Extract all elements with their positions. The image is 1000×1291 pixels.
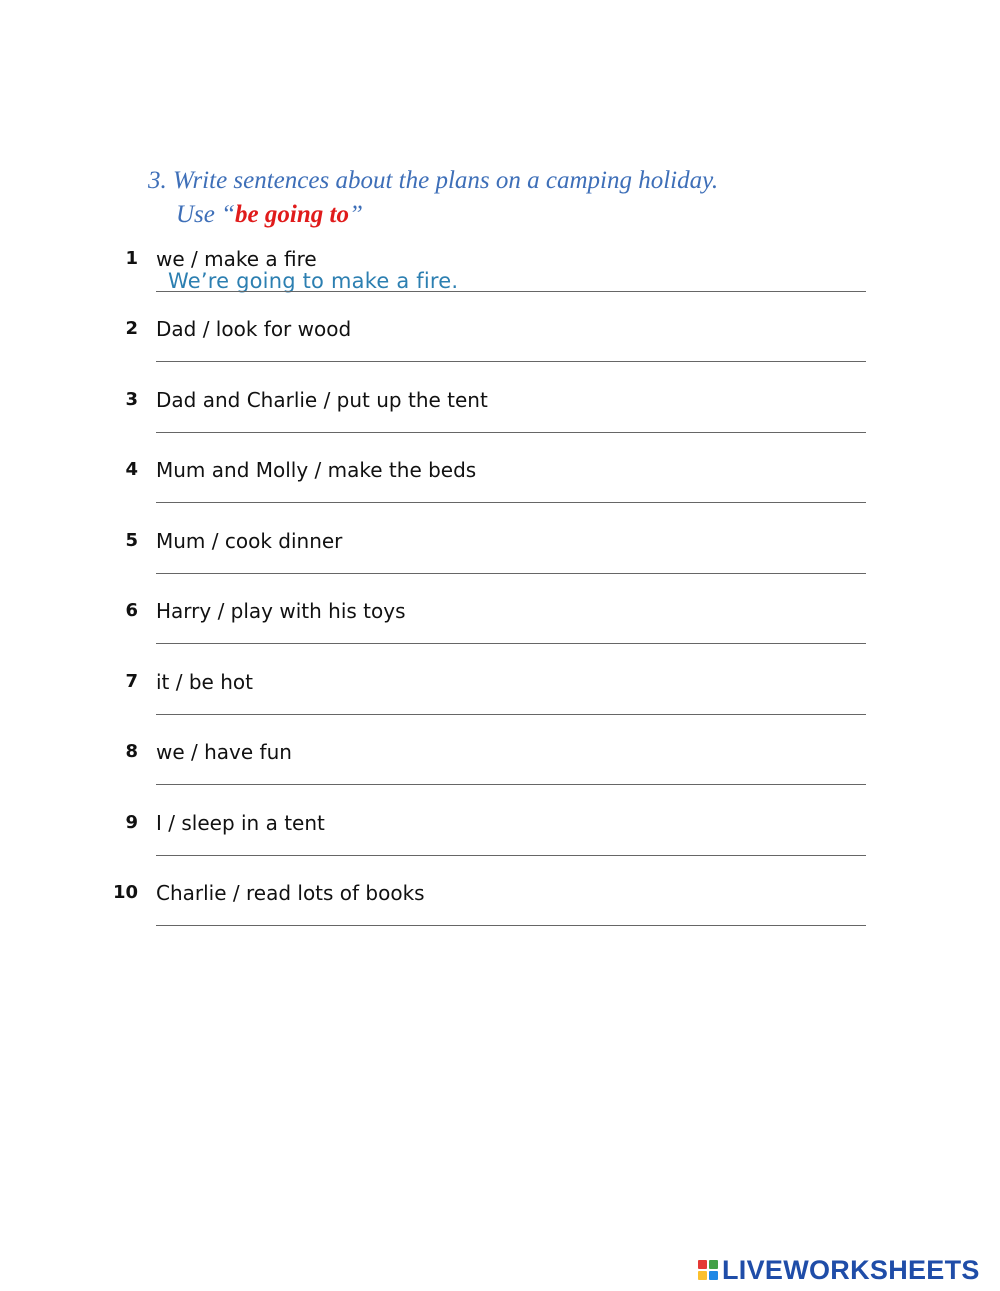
item-number: 3 — [125, 389, 138, 410]
answer-field[interactable] — [156, 925, 866, 926]
answer-field[interactable] — [156, 714, 866, 715]
instruction-keyword: be going to — [235, 201, 349, 228]
answer-field[interactable] — [156, 502, 866, 503]
exercise-item — [100, 738, 870, 808]
item-number: 5 — [125, 530, 138, 551]
exercise-item — [100, 879, 870, 949]
item-number: 6 — [125, 600, 138, 621]
item-prompt: Mum / cook dinner — [156, 529, 343, 553]
answer-field[interactable] — [156, 643, 866, 644]
answer-field[interactable] — [156, 784, 866, 785]
answer-field[interactable] — [156, 855, 866, 856]
exercise-item — [100, 386, 870, 456]
instruction-line-1: 3. Write sentences about the plans on a camping holiday. — [148, 167, 719, 194]
answer-field[interactable] — [156, 291, 866, 292]
item-number: 1 — [125, 248, 138, 269]
item-number: 2 — [125, 318, 138, 339]
item-prompt: I / sleep in a tent — [156, 811, 325, 835]
exercise-item — [100, 597, 870, 667]
exercise-item — [100, 456, 870, 526]
item-prompt: Dad and Charlie / put up the tent — [156, 388, 488, 412]
item-prompt: Harry / play with his toys — [156, 599, 406, 623]
item-number: 8 — [125, 741, 138, 762]
item-number: 7 — [125, 671, 138, 692]
item-number: 4 — [125, 459, 138, 480]
exercise-item — [100, 245, 870, 315]
item-number: 9 — [125, 812, 138, 833]
liveworksheets-logo-icon — [698, 1260, 718, 1280]
answer-example: We’re going to make a fire. — [168, 269, 459, 293]
item-prompt: Dad / look for wood — [156, 317, 352, 341]
answer-field[interactable] — [156, 573, 866, 574]
item-prompt: we / have fun — [156, 740, 292, 764]
item-prompt: Charlie / read lots of books — [156, 881, 425, 905]
exercise-item — [100, 668, 870, 738]
logo-text: LIVEWORKSHEETS — [722, 1254, 980, 1285]
exercise-item — [100, 315, 870, 385]
item-prompt: we / make a fire — [156, 247, 317, 271]
answer-field[interactable] — [156, 361, 866, 362]
liveworksheets-logo — [698, 1256, 980, 1284]
item-prompt: Mum and Molly / make the beds — [156, 458, 477, 482]
instruction-prefix: Use “ — [176, 201, 236, 228]
instruction-line-2 — [148, 198, 718, 232]
item-prompt: it / be hot — [156, 670, 253, 694]
instructions — [148, 164, 718, 232]
exercise-item — [100, 809, 870, 879]
instruction-suffix: ” — [348, 201, 363, 228]
exercise-item — [100, 527, 870, 597]
item-number: 10 — [112, 882, 138, 903]
answer-field[interactable] — [156, 432, 866, 433]
